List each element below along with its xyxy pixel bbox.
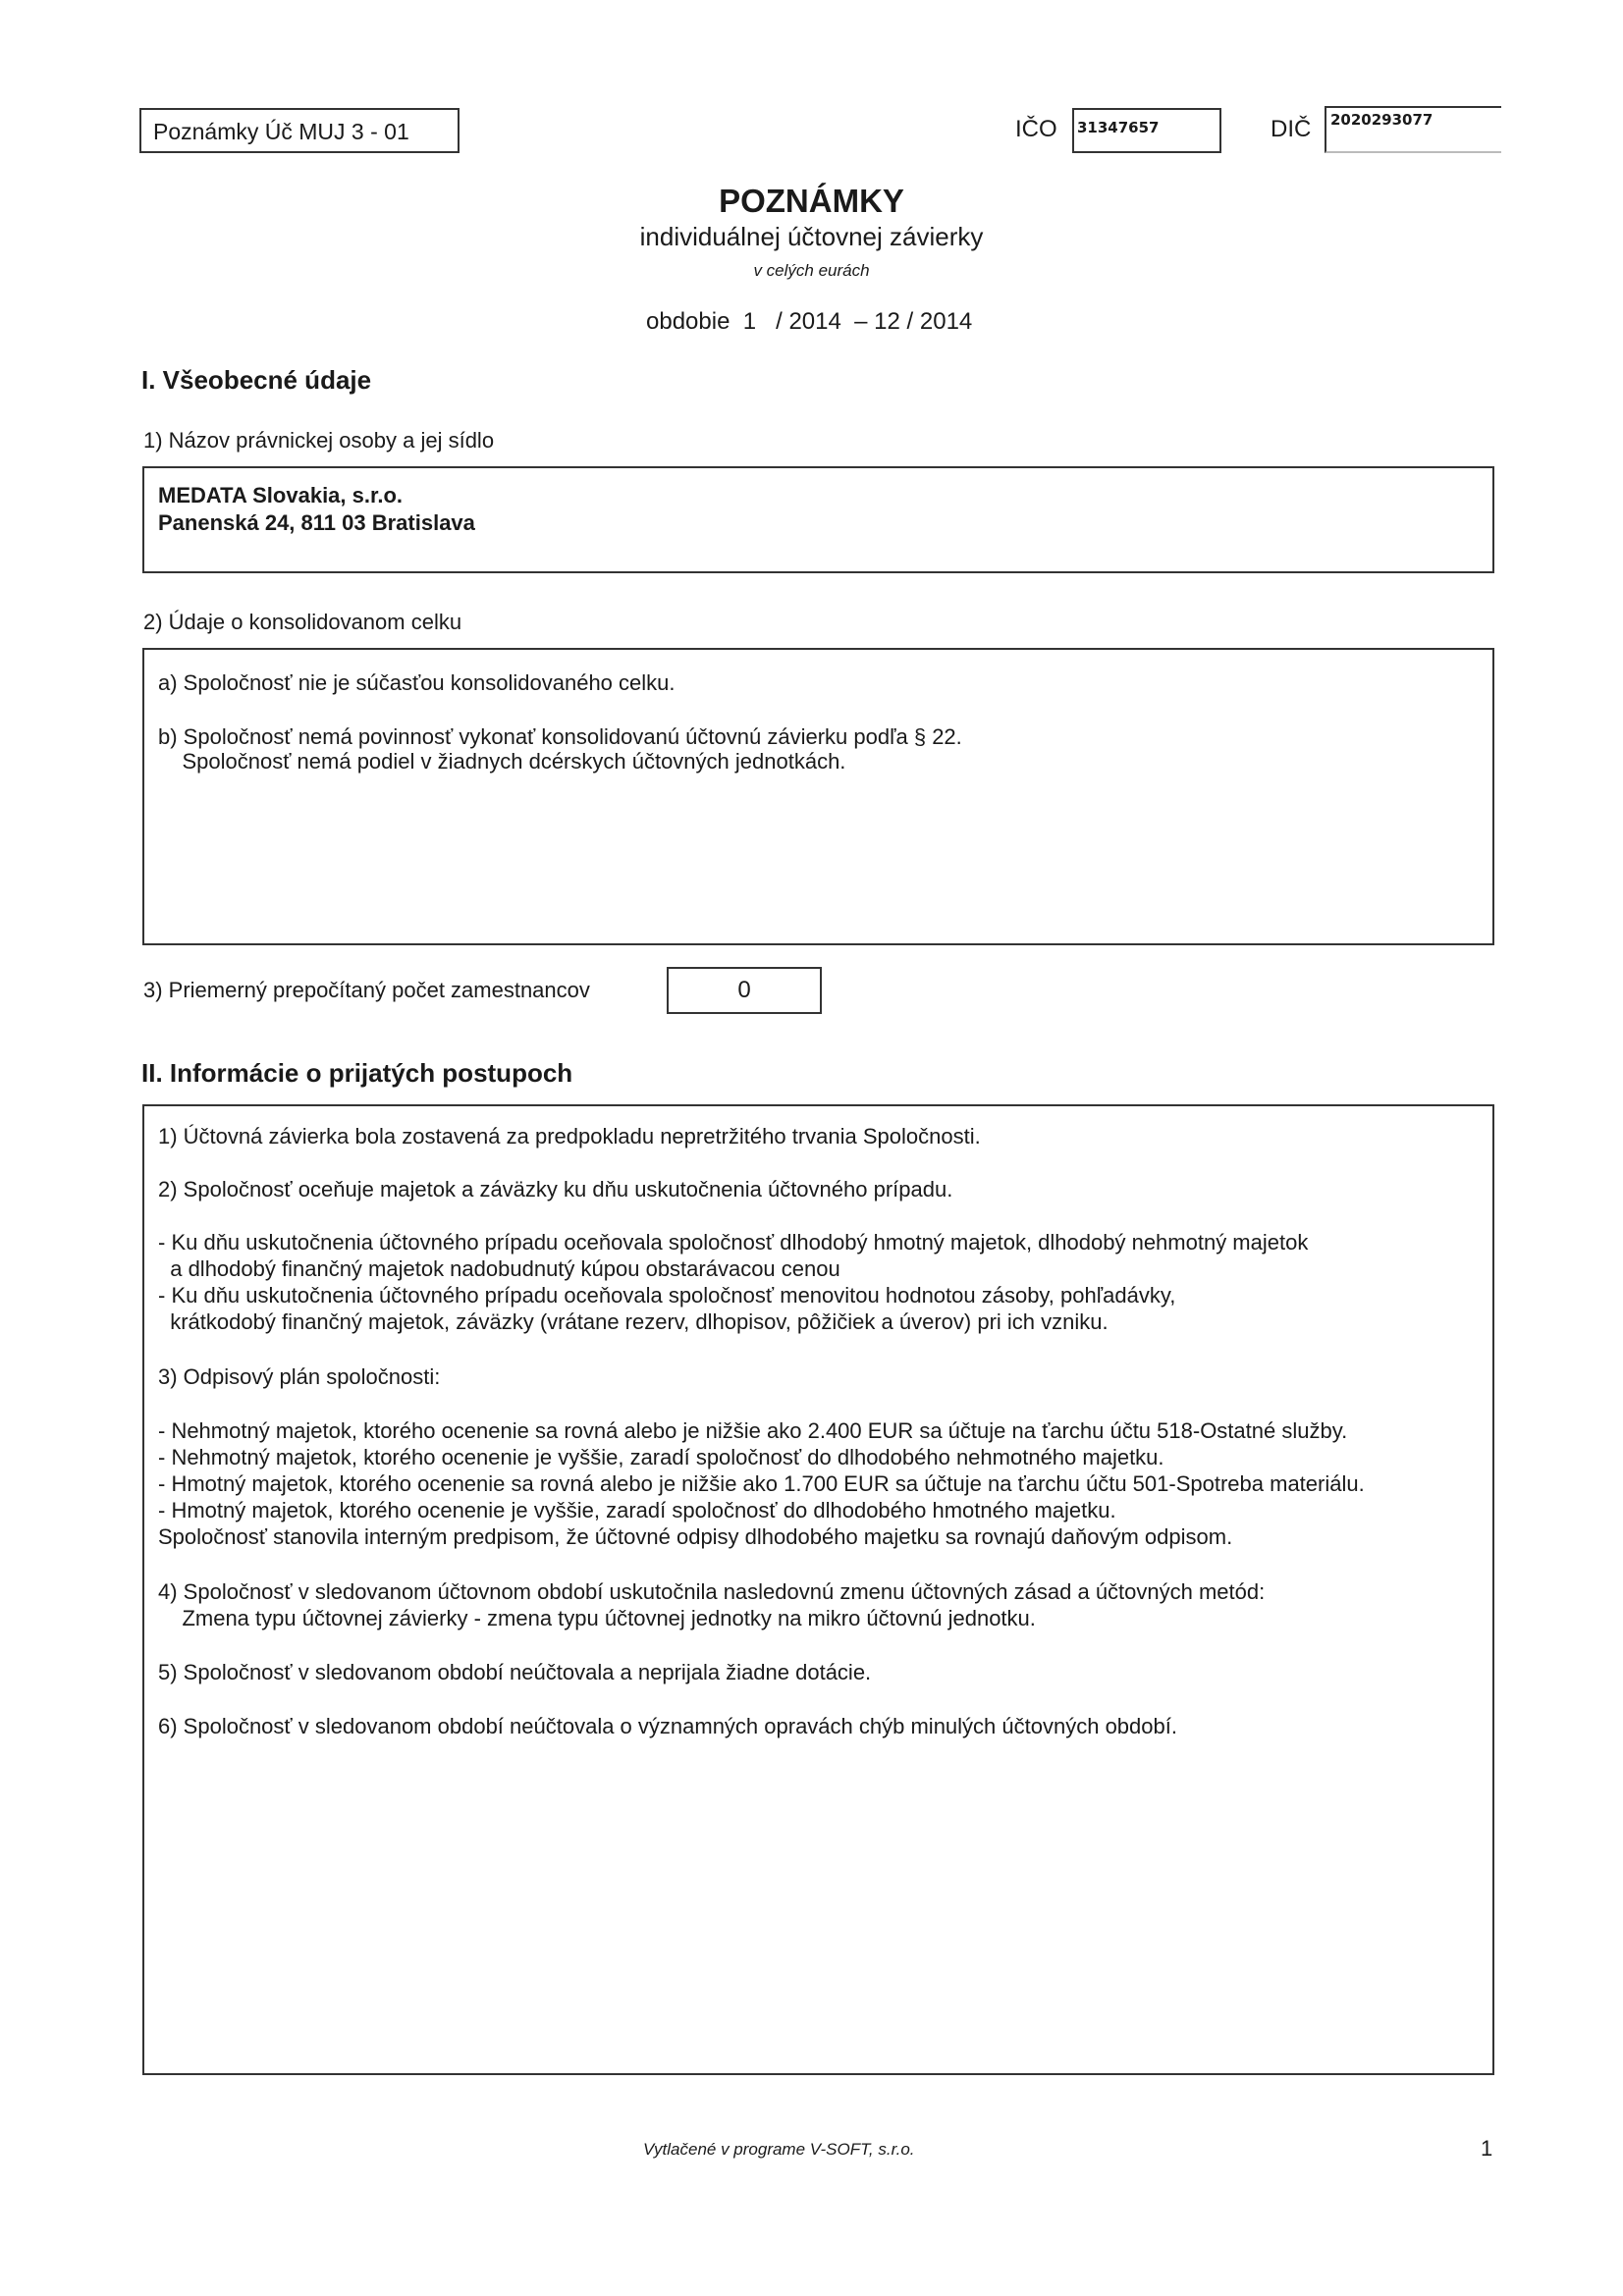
- consolidation-box: [142, 648, 1494, 945]
- policy-2-line: - Ku dňu uskutočnenia účtovného prípadu oceňovala spoločnosť dlhodobý hmotný majetok, dlhodobý nehmotný majetok: [158, 1230, 1309, 1255]
- policy-4-detail: Zmena typu účtovnej závierky - zmena typu účtovnej jednotky na mikro účtovnú jednotku.: [158, 1606, 1036, 1630]
- policy-3: 3) Odpisový plán spoločnosti:: [158, 1364, 441, 1389]
- ico-label: IČO: [1015, 116, 1057, 142]
- item-1-label: 1) Názov právnickej osoby a jej sídlo: [143, 428, 495, 453]
- policy-4: 4) Spoločnosť v sledovanom účtovnom období uskutočnila nasledovnú zmenu účtovných zásad a účtovných metód:: [158, 1579, 1266, 1604]
- company-box: [142, 466, 1494, 573]
- company-name: MEDATA Slovakia, s.r.o.: [158, 483, 403, 507]
- ico-value: 31347657: [1077, 119, 1160, 136]
- consolidation-a: a) Spoločnosť nie je súčasťou konsolidovaného celku.: [158, 670, 676, 695]
- reporting-period: obdobie 1 / 2014 – 12 / 2014: [646, 308, 973, 335]
- printed-by-footer: Vytlačené v programe V-SOFT, s.r.o.: [643, 2140, 915, 2159]
- section-2-heading: II. Informácie o prijatých postupoch: [141, 1058, 573, 1088]
- document-title: POZNÁMKY: [719, 183, 904, 219]
- section-1-heading: I. Všeobecné údaje: [141, 365, 372, 395]
- page-number: 1: [1481, 2136, 1493, 2161]
- policy-5: 5) Spoločnosť v sledovanom období neúčtovala a neprijala žiadne dotácie.: [158, 1660, 872, 1684]
- item-2-label: 2) Údaje o konsolidovanom celku: [143, 610, 462, 634]
- policy-2: 2) Spoločnosť oceňuje majetok a záväzky ku dňu uskutočnenia účtovného prípadu.: [158, 1177, 953, 1201]
- item-3-label: 3) Priemerný prepočítaný počet zamestnancov: [143, 978, 590, 1002]
- policy-6: 6) Spoločnosť v sledovanom období neúčtovala o významných opravách chýb minulých účtovných období.: [158, 1714, 1177, 1738]
- dic-label: DIČ: [1271, 116, 1312, 142]
- employee-count-value: 0: [737, 977, 751, 1003]
- policy-3-line: - Hmotný majetok, ktorého ocenenie sa rovná alebo je nižšie ako 1.700 EUR sa účtuje na ťarchu účtu 501-Spotreba materiálu.: [158, 1471, 1365, 1496]
- consolidation-b2: Spoločnosť nemá podiel v žiadnych dcérskych účtovných jednotkách.: [158, 749, 846, 774]
- policy-3-line: - Nehmotný majetok, ktorého ocenenie sa rovná alebo je nižšie ako 2.400 EUR sa účtuje na ťarchu účtu 518-Ostatné služby.: [158, 1418, 1348, 1443]
- policy-2-line: krátkodobý finančný majetok, záväzky (vrátane rezerv, dlhopisov, pôžičiek a úverov) pri ich vzniku.: [158, 1309, 1109, 1334]
- dic-value: 2020293077: [1330, 111, 1434, 129]
- policy-3-line: - Nehmotný majetok, ktorého ocenenie je vyššie, zaradí spoločnosť do dlhodobého nehmotného majetku.: [158, 1445, 1164, 1469]
- policy-1: 1) Účtovná závierka bola zostavená za predpokladu nepretržitého trvania Spoločnosti.: [158, 1124, 981, 1148]
- dic-field[interactable]: [1325, 106, 1501, 153]
- ico-field[interactable]: [1072, 108, 1221, 153]
- policies-box: [142, 1104, 1494, 2075]
- consolidation-b1: b) Spoločnosť nemá povinnosť vykonať konsolidovanú účtovnú závierku podľa § 22.: [158, 724, 962, 749]
- company-address: Panenská 24, 811 03 Bratislava: [158, 510, 475, 535]
- policy-3-line: - Hmotný majetok, ktorého ocenenie je vyššie, zaradí spoločnosť do dlhodobého hmotného majetku.: [158, 1498, 1116, 1522]
- form-id: Poznámky Úč MUJ 3 - 01: [153, 119, 409, 144]
- policy-3-line: Spoločnosť stanovila interným predpisom, že účtovné odpisy dlhodobého majetku sa rovnajú daňovým odpisom.: [158, 1524, 1233, 1549]
- employee-count-field[interactable]: [667, 967, 822, 1014]
- policy-2-line: a dlhodobý finančný majetok nadobudnutý kúpou obstarávacou cenou: [158, 1256, 840, 1281]
- currency-unit: v celých eurách: [753, 261, 870, 280]
- policy-2-line: - Ku dňu uskutočnenia účtovného prípadu oceňovala spoločnosť menovitou hodnotou zásoby, pohľadávky,: [158, 1283, 1176, 1308]
- form-id-box: [139, 108, 460, 153]
- document-subtitle: individuálnej účtovnej závierky: [639, 222, 984, 251]
